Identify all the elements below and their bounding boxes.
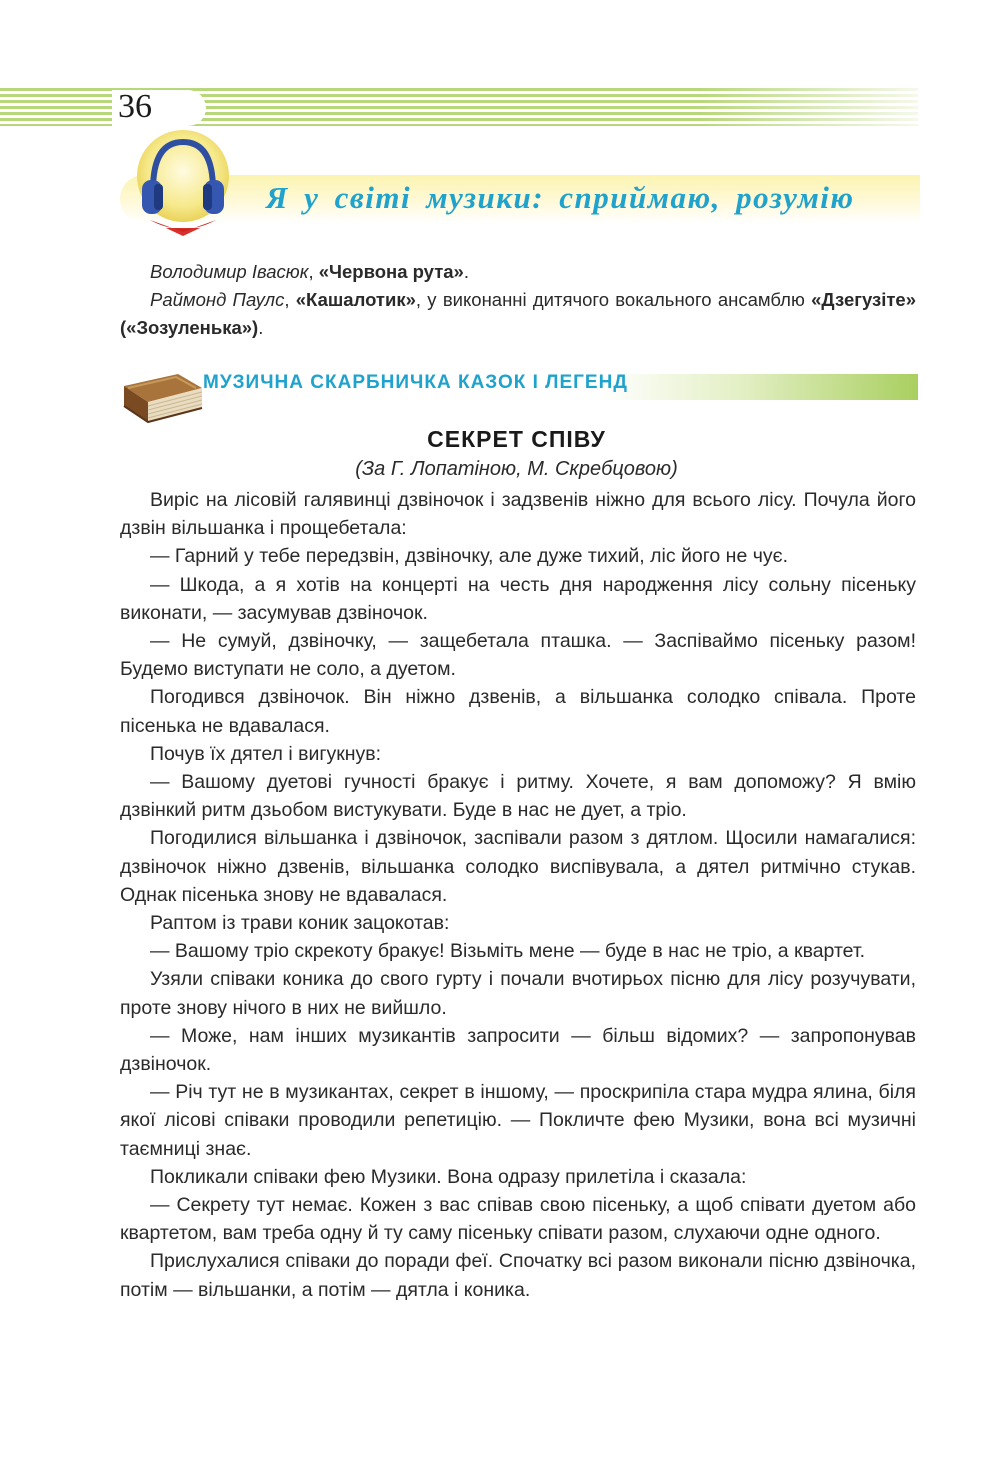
story-paragraph: Погодився дзвіночок. Він ніжно дзвенів, а вільшанка солодко співала. Проте пісенька не вдавалася. bbox=[120, 686, 916, 737]
story-paragraph: Виріс на лісовій галявинці дзвіночок і задзвенів ніжно для всього лісу. Почула його дзвін вільшанка і прощебетала: bbox=[120, 489, 916, 540]
story-paragraph: — Може, нам інших музикантів запросити — більш відомих? — запропонував дзвіночок. bbox=[120, 1024, 916, 1076]
story-paragraph: Погодилися вільшанка і дзвіночок, заспівали разом з дятлом. Щосили намагалися: дзвіночок ніжно дзвенів, вільшанка солодко виспівувала, а дятел ритмічно стукав. Однак пісенька знову не вдавалася. bbox=[120, 827, 916, 906]
story-paragraph: — Вашому тріо скрекоту бракує! Візьміть мене — буде в нас не тріо, а квартет. bbox=[150, 940, 866, 963]
separator: , bbox=[308, 261, 319, 282]
book-icon bbox=[118, 366, 206, 428]
rubric-title: МУЗИЧНА СКАРБНИЧКА КАЗОК І ЛЕГЕНД bbox=[203, 372, 628, 393]
page-number: 36 bbox=[118, 88, 152, 125]
song-title: «Червона рута» bbox=[318, 261, 464, 282]
performer-text: , у виконанні дитячого вокального ансамблю bbox=[415, 289, 812, 310]
story-paragraph: — Шкода, а я хотів на концерті на честь дня народження лісу сольну пісеньку виконати, — засумував дзвіночок. bbox=[120, 573, 916, 624]
headphones-icon bbox=[128, 128, 238, 238]
story-text bbox=[120, 486, 916, 1304]
ensemble-translation: («Зозуленька») bbox=[120, 317, 259, 338]
ensemble-name: «Дзегузіте» bbox=[811, 289, 916, 310]
story-paragraph: — Не сумуй, дзвіночку, — защебетала пташка. — Заспіваймо пісеньку разом! Будемо виступати не соло, а дуетом. bbox=[120, 630, 916, 681]
story-paragraph: — Річ тут не в музикантах, секрет в іншому, — проскрипіла стара мудра ялина, біля якої лісові співаки проводили репетицію. — Покличте фею Музики, вона всі музичні таємниці знає. bbox=[120, 1081, 916, 1160]
separator: , bbox=[284, 289, 296, 310]
song-title: «Кашалотик» bbox=[295, 289, 416, 310]
story-paragraph: — Вашому дуетові гучності бракує і ритму. Хочете, я вам допоможу? Я вмію дзвінкий ритм дзьобом вистукувати. Буде в нас не дует, а тріо. bbox=[120, 771, 916, 822]
intro-line bbox=[120, 286, 916, 342]
section-title: Я у світі музики: сприймаю, розумію bbox=[266, 180, 855, 215]
composer-name: Володимир Івасюк bbox=[150, 261, 309, 282]
story-paragraph: Раптом із трави коник зацокотав: bbox=[150, 912, 450, 935]
story-paragraph: — Гарний у тебе передзвін, дзвіночку, але дуже тихий, ліс його не чує. bbox=[150, 545, 788, 568]
story-paragraph: Прислухалися співаки до поради феї. Спочатку всі разом виконали пісню дзвіночка, потім — вільшанки, а потім — дятла і коника. bbox=[120, 1250, 916, 1301]
intro-line bbox=[120, 258, 916, 286]
story-paragraph: Почув їх дятел і вигукнув: bbox=[150, 742, 382, 765]
punctuation: . bbox=[258, 317, 264, 338]
story-author: (За Г. Лопатіною, М. Скребцовою) bbox=[355, 458, 678, 480]
story-paragraph: Узяли співаки коника до свого гурту і почали вчотирьох пісню для лісу розучувати, проте знову нічого в них не вийшло. bbox=[120, 968, 916, 1019]
punctuation: . bbox=[463, 261, 469, 282]
composer-name: Раймонд Паулс bbox=[150, 289, 285, 310]
intro-block bbox=[120, 258, 916, 342]
header-stripes-fade bbox=[700, 88, 918, 126]
story-paragraph: — Секрету тут немає. Кожен з вас співав свою пісеньку, а щоб співати дуетом або квартетом, вам треба одну й ту саму пісеньку співати разом, слухаючи одне одного. bbox=[120, 1194, 916, 1245]
story-paragraph: Покликали співаки фею Музики. Вона одразу прилетіла і сказала: bbox=[150, 1165, 747, 1188]
story-title: СЕКРЕТ СПІВУ bbox=[427, 426, 606, 452]
